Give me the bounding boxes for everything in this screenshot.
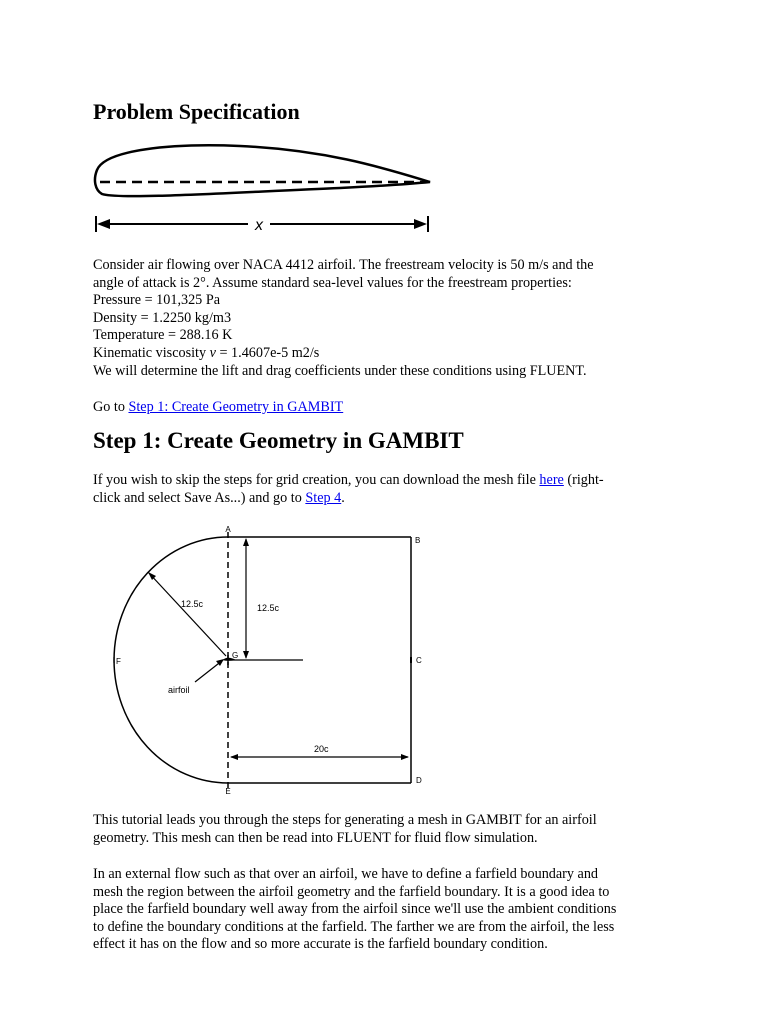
paragraph-line: to define the boundary conditions at the farfield. The farther we are from the airfoil, the less xyxy=(93,918,615,935)
goto-line xyxy=(93,399,693,417)
step4-link[interactable]: Step 4 xyxy=(305,489,342,506)
width-arrow-right xyxy=(401,754,409,760)
paragraph-line: geometry. This mesh can then be read into FLUENT for fluid flow simulation. xyxy=(93,829,538,846)
density-value: Density = 1.2250 kg/m3 xyxy=(93,309,232,326)
description-line: We will determine the lift and drag coefficients under these conditions using FLUENT. xyxy=(93,362,587,379)
farfield-arc xyxy=(114,537,228,783)
airfoil-figure xyxy=(90,140,440,235)
viscosity-value xyxy=(93,345,693,363)
description-line: Consider air flowing over NACA 4412 airfoil. The freestream velocity is 50 m/s and the xyxy=(93,257,594,273)
label-b: B xyxy=(415,536,421,545)
page-title: Problem Specification xyxy=(93,99,300,124)
viscosity-prefix: Kinematic viscosity xyxy=(93,344,210,361)
paragraph-line: place the farfield boundary well away from the airfoil since we'll use the ambient conditions xyxy=(93,901,617,918)
width-arrow-left xyxy=(230,754,238,760)
viscosity-symbol: v xyxy=(209,344,216,361)
intro-text: (right- xyxy=(563,472,604,488)
step1-link[interactable]: Step 1: Create Geometry in GAMBIT xyxy=(128,399,344,415)
label-a: A xyxy=(225,525,231,534)
here-link[interactable]: here xyxy=(539,472,564,488)
radius-line xyxy=(148,572,226,656)
problem-description xyxy=(93,257,693,380)
height-arrow-bottom xyxy=(243,651,249,659)
paragraph-line: This tutorial leads you through the steps for generating a mesh in GAMBIT for an airfoil xyxy=(93,812,597,828)
domain-figure xyxy=(100,522,440,797)
viscosity-number: = 1.4607e-5 m2/s xyxy=(215,344,320,361)
temperature-value: Temperature = 288.16 K xyxy=(93,327,233,344)
height-label: 12.5c xyxy=(257,603,280,613)
description-line: angle of attack is 2°. Assume standard sea-level values for the freestream properties: xyxy=(93,274,572,291)
intro-text: If you wish to skip the steps for grid creation, you can download the mesh file xyxy=(93,472,540,488)
intro-text: . xyxy=(341,489,345,506)
width-label: 20c xyxy=(314,744,329,754)
goto-prefix: Go to xyxy=(93,399,129,415)
dimension-label-x: x xyxy=(255,217,263,234)
section-heading: Step 1: Create Geometry in GAMBIT xyxy=(93,428,464,453)
radius-label: 12.5c xyxy=(181,599,204,609)
label-e: E xyxy=(225,787,231,796)
label-g: G xyxy=(232,651,239,660)
label-d: D xyxy=(416,776,422,785)
paragraph-line: mesh the region between the airfoil geometry and the farfield boundary. It is a good idea to xyxy=(93,883,610,900)
intro-paragraph xyxy=(93,472,693,507)
airfoil-label: airfoil xyxy=(168,685,190,695)
tutorial-paragraph xyxy=(93,812,693,847)
paragraph-line: In an external flow such as that over an airfoil, we have to define a farfield boundary and xyxy=(93,866,599,882)
label-f: F xyxy=(116,657,121,666)
airfoil-outline xyxy=(95,145,430,196)
label-c: C xyxy=(416,656,422,665)
paragraph-line: effect it has on the flow and so more accurate is the farfield boundary condition. xyxy=(93,936,548,953)
intro-text: click and select Save As...) and go to xyxy=(93,489,306,506)
external-flow-paragraph xyxy=(93,866,693,954)
pressure-value: Pressure = 101,325 Pa xyxy=(93,292,221,309)
height-arrow-top xyxy=(243,538,249,546)
